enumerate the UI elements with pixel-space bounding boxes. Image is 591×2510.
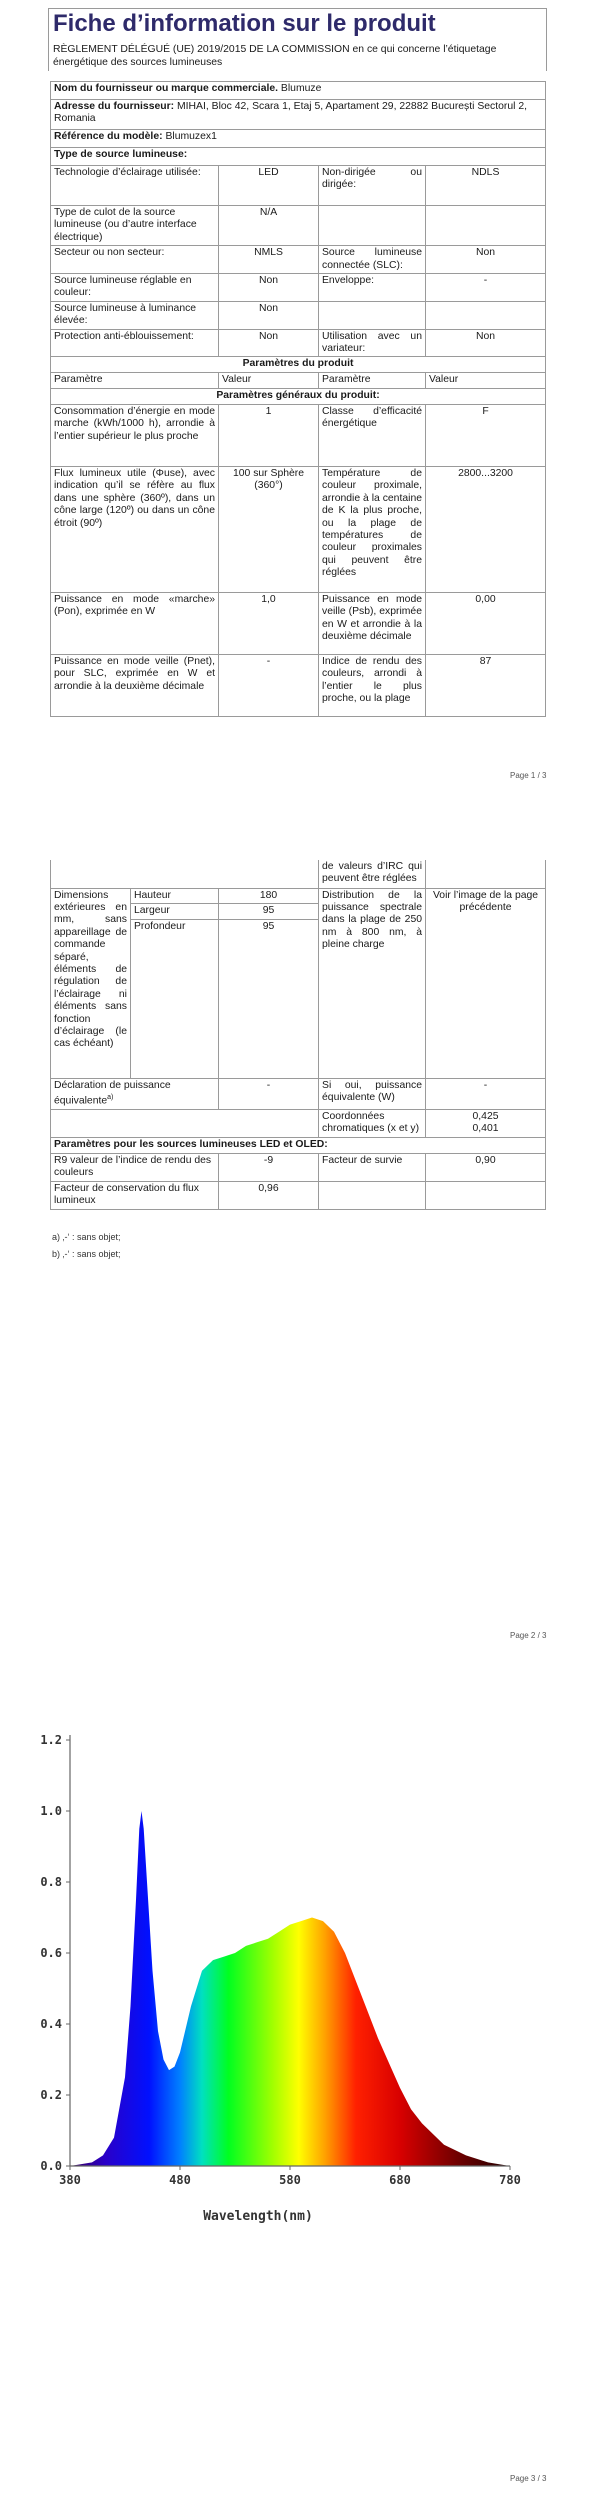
row-value: F bbox=[426, 404, 546, 466]
y-tick-label: 0.2 bbox=[40, 2088, 62, 2102]
table-row bbox=[51, 274, 546, 302]
row-value: - bbox=[426, 1078, 546, 1109]
row-label: Source lumineuse à luminance élevée: bbox=[51, 301, 219, 329]
y-tick-label: 0.0 bbox=[40, 2159, 62, 2173]
x-axis-label: Wavelength(nm) bbox=[203, 2209, 313, 2224]
chroma-values bbox=[426, 1109, 546, 1137]
led-header: Paramètres pour les sources lumineuses LED et OLED: bbox=[51, 1137, 546, 1153]
table-row bbox=[51, 301, 546, 329]
row-value: -9 bbox=[219, 1153, 319, 1181]
row-value: Non bbox=[219, 329, 319, 357]
row-value: - bbox=[426, 274, 546, 302]
row-value bbox=[426, 301, 546, 329]
product-sheet bbox=[50, 81, 545, 717]
y-tick-label: 1.0 bbox=[40, 1804, 62, 1818]
page-number: Page 2 / 3 bbox=[510, 1631, 547, 1640]
row-label bbox=[51, 1078, 219, 1109]
row-value: - bbox=[219, 654, 319, 716]
table-row bbox=[51, 1181, 546, 1209]
params-header: Paramètres du produit bbox=[51, 357, 546, 373]
x-tick-label: 380 bbox=[59, 2173, 81, 2187]
cri-continuation: de valeurs d’IRC qui peuvent être réglées bbox=[319, 860, 426, 888]
table-row bbox=[51, 1078, 546, 1109]
row-label: Température de couleur proximale, arrondie à la centaine de K la plus proche, ou la plage de températures de couleur proximales qui peuvent être réglées bbox=[319, 466, 426, 592]
regulation-text: RÈGLEMENT DÉLÉGUÉ (UE) 2019/2015 DE LA COMMISSION en ce qui concerne l’étiquetage énergétique des sources lumineuses bbox=[53, 44, 497, 68]
col-param-1: Paramètre bbox=[51, 373, 219, 388]
row-value: NMLS bbox=[219, 246, 319, 274]
plot-area bbox=[40, 1733, 521, 2187]
dim-name: Largeur bbox=[131, 904, 219, 920]
product-table bbox=[50, 81, 546, 717]
row-label: Flux lumineux utile (Φuse), avec indication qu’il se réfère au flux dans une sphère (360º), dans un cône large (120º) ou dans un cône étroit (90º) bbox=[51, 466, 219, 592]
table-row bbox=[51, 404, 546, 466]
table-row bbox=[51, 466, 546, 592]
row-value bbox=[426, 1181, 546, 1209]
column-headers bbox=[51, 373, 546, 388]
dim-value: 95 bbox=[219, 904, 319, 920]
equiv-label: Déclaration de puissance équivalente bbox=[54, 1079, 171, 1107]
chroma-y: 0,401 bbox=[472, 1123, 499, 1135]
dim-name: Profondeur bbox=[131, 919, 219, 1078]
x-tick-label: 680 bbox=[389, 2173, 411, 2187]
table-row bbox=[51, 1109, 546, 1137]
page-1 bbox=[0, 0, 591, 800]
row-label: Source lumineuse réglable en couleur: bbox=[51, 274, 219, 302]
row-label: Puissance en mode veille (Pnet), pour SLC, exprimée en W et arrondie à la deuxième décimale bbox=[51, 654, 219, 716]
table-row bbox=[51, 592, 546, 654]
row-label: Facteur de survie bbox=[319, 1153, 426, 1181]
page-number: Page 3 / 3 bbox=[510, 2474, 547, 2483]
col-param-2: Paramètre bbox=[319, 373, 426, 388]
row-label: Indice de rendu des couleurs, arrondi à l’entier le plus proche, ou la plage bbox=[319, 654, 426, 716]
row-label bbox=[319, 301, 426, 329]
footnote-a: a) ‚-‘ : sans objet; bbox=[52, 1232, 121, 1242]
chroma-label: Coordonnées chromatiques (x et y) bbox=[319, 1109, 426, 1137]
row-label: Technologie d’éclairage utilisée: bbox=[51, 166, 219, 206]
row-label: Secteur ou non secteur: bbox=[51, 246, 219, 274]
row-label: Type de culot de la source lumineuse (ou d’autre interface électrique) bbox=[51, 206, 219, 246]
row-value: - bbox=[219, 1078, 319, 1109]
table-row bbox=[51, 246, 546, 274]
row-value: 100 sur Sphère (360°) bbox=[219, 466, 319, 592]
product-table-continued bbox=[50, 860, 546, 1210]
dims-label: Dimensions extérieures en mm, sans appareillage de commande séparé, éléments de régulation de l’éclairage ni éléments sans fonction d’éclairage (le cas échéant) bbox=[51, 888, 131, 1078]
row-label bbox=[319, 206, 426, 246]
row-value: N/A bbox=[219, 206, 319, 246]
spectral-label: Distribution de la puissance spectrale dans la plage de 250 nm à 800 nm, à pleine charge bbox=[319, 888, 426, 1078]
y-tick-label: 1.2 bbox=[40, 1733, 62, 1747]
row-label: Enveloppe: bbox=[319, 274, 426, 302]
row-label: Consommation d’énergie en mode marche (kWh/1000 h), arrondie à l’entier supérieur le plus proche bbox=[51, 404, 219, 466]
page-title: Fiche d’information sur le produit bbox=[53, 10, 436, 37]
row-label: Non-dirigée ou dirigée: bbox=[319, 166, 426, 206]
row-value: Non bbox=[219, 301, 319, 329]
col-value-1: Valeur bbox=[219, 373, 319, 388]
row-value bbox=[426, 206, 546, 246]
spectral-value: Voir l’image de la page précédente bbox=[426, 888, 546, 1078]
row-value: 0,00 bbox=[426, 592, 546, 654]
table-row bbox=[51, 1153, 546, 1181]
row-label bbox=[319, 1181, 426, 1209]
supplier-label: Nom du fournisseur ou marque commerciale. bbox=[54, 83, 279, 94]
table-row bbox=[51, 329, 546, 357]
row-label: R9 valeur de l’indice de rendu des couleurs bbox=[51, 1153, 219, 1181]
dim-value: 180 bbox=[219, 888, 319, 904]
row-value: Non bbox=[426, 329, 546, 357]
row-value: 1,0 bbox=[219, 592, 319, 654]
row-label: Puissance en mode «marche» (Pon), exprimée en W bbox=[51, 592, 219, 654]
table-row bbox=[51, 166, 546, 206]
row-value: 0,90 bbox=[426, 1153, 546, 1181]
model-value: Blumuzex1 bbox=[165, 131, 217, 142]
table-row bbox=[51, 654, 546, 716]
y-tick-label: 0.4 bbox=[40, 2017, 62, 2031]
row-value: 2800...3200 bbox=[426, 466, 546, 592]
row-value: Non bbox=[426, 246, 546, 274]
row-value: Non bbox=[219, 274, 319, 302]
supplier-value: Blumuze bbox=[280, 83, 322, 94]
row-label: Utilisation avec un variateur: bbox=[319, 329, 426, 357]
col-value-2: Valeur bbox=[426, 373, 546, 388]
row-label: Facteur de conservation du flux lumineux bbox=[51, 1181, 219, 1209]
y-tick-label: 0.6 bbox=[40, 1946, 62, 1960]
page-2 bbox=[0, 860, 591, 1660]
x-tick-label: 580 bbox=[279, 2173, 301, 2187]
spectral-chart bbox=[30, 1710, 530, 2230]
general-header: Paramètres généraux du produit: bbox=[51, 388, 546, 404]
row-label: Puissance en mode veille (Psb), exprimée en W et arrondie à la deuxième décimale bbox=[319, 592, 426, 654]
row-value: LED bbox=[219, 166, 319, 206]
address-value: MIHAI, Bloc 42, Scara 1, Etaj 5, Apartament 29, 22882 București Sectorul 2, Romania bbox=[54, 101, 528, 125]
table-row bbox=[51, 206, 546, 246]
row-value: 0,96 bbox=[219, 1181, 319, 1209]
y-tick-label: 0.8 bbox=[40, 1875, 62, 1889]
row-value: 87 bbox=[426, 654, 546, 716]
x-tick-label: 780 bbox=[499, 2173, 521, 2187]
spectrum-area bbox=[70, 1811, 510, 2166]
chroma-x: 0,425 bbox=[472, 1110, 499, 1122]
address-label: Adresse du fournisseur: bbox=[54, 101, 175, 112]
row-label: Si oui, puissance équivalente (W) bbox=[319, 1078, 426, 1109]
row-label: Classe d’efficacité énergétique bbox=[319, 404, 426, 466]
footnote-ref: a) bbox=[107, 1093, 114, 1101]
row-label: Protection anti-éblouissement: bbox=[51, 329, 219, 357]
page-number: Page 1 / 3 bbox=[510, 771, 547, 780]
row-value: 1 bbox=[219, 404, 319, 466]
dim-value: 95 bbox=[219, 919, 319, 1078]
x-tick-label: 480 bbox=[169, 2173, 191, 2187]
regulation-text-wrap bbox=[50, 44, 545, 69]
footnote-b: b) ‚-‘ : sans objet; bbox=[52, 1249, 121, 1259]
product-sheet-continued bbox=[50, 860, 545, 1210]
row-label: Source lumineuse connectée (SLC): bbox=[319, 246, 426, 274]
dim-name: Hauteur bbox=[131, 888, 219, 904]
row-value: NDLS bbox=[426, 166, 546, 206]
type-header: Type de source lumineuse: bbox=[51, 148, 546, 166]
model-label: Référence du modèle: bbox=[54, 131, 163, 142]
